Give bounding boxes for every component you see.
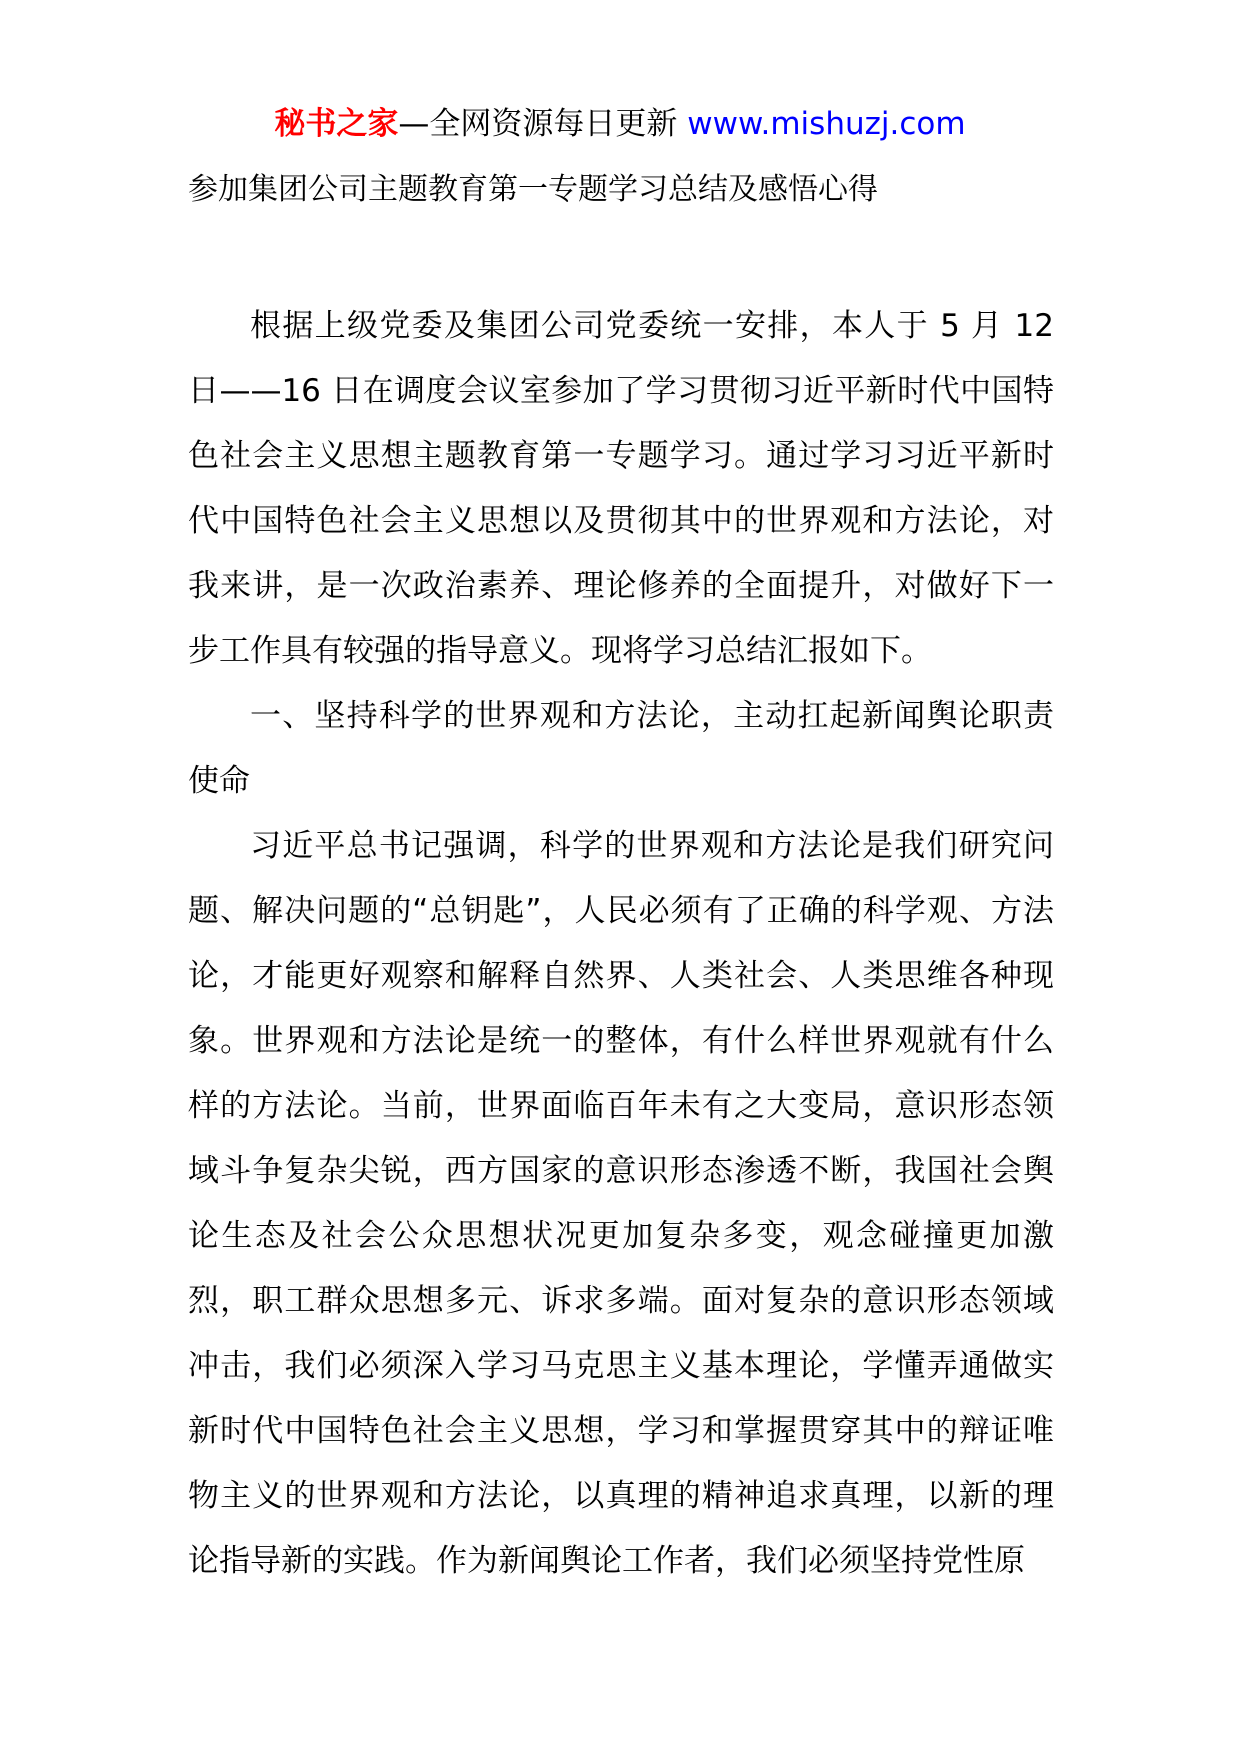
site-slogan: —全网资源每日更新	[398, 106, 688, 142]
site-brand: 秘书之家	[274, 106, 399, 142]
site-header	[0, 100, 1240, 148]
document-title: 参加集团公司主题教育第一专题学习总结及感悟心得	[188, 172, 878, 207]
document-body	[188, 294, 1054, 1594]
site-url[interactable]: www.mishuzj.com	[687, 106, 966, 142]
paragraph-section-1: 习近平总书记强调，科学的世界观和方法论是我们研究问题、解决问题的“总钥匙”，人民必须有了正确的科学观、方法论，才能更好观察和解释自然界、人类社会、人类思维各种现象。世界观和方法论是统一的整体，有什么样世界观就有什么样的方法论。当前，世界面临百年未有之大变局，意识形态领域斗争复杂尖锐，西方国家的意识形态渗透不断，我国社会舆论生态及社会公众思想状况更加复杂多变，观念碰撞更加激烈，职工群众思想多元、诉求多端。面对复杂的意识形态领域冲击，我们必须深入学习马克思主义基本理论，学懂弄通做实新时代中国特色社会主义思想，学习和掌握贯穿其中的辩证唯物主义的世界观和方法论，以真理的精神追求真理，以新的理论指导新的实践。作为新闻舆论工作者，我们必须坚持党性原	[188, 828, 1054, 1579]
section-heading-1: 一、坚持科学的世界观和方法论，主动扛起新闻舆论职责使命	[188, 698, 1054, 799]
paragraph-intro: 根据上级党委及集团公司党委统一安排，本人于 5 月 12 日——16 日在调度会议室参加了学习贯彻习近平新时代中国特色社会主义思想主题教育第一专题学习。通过学习习近平新时代中国特色社会主义思想以及贯彻其中的世界观和方法论，对我来讲，是一次政治素养、理论修养的全面提升，对做好下一步工作具有较强的指导意义。现将学习总结汇报如下。	[188, 308, 1054, 669]
